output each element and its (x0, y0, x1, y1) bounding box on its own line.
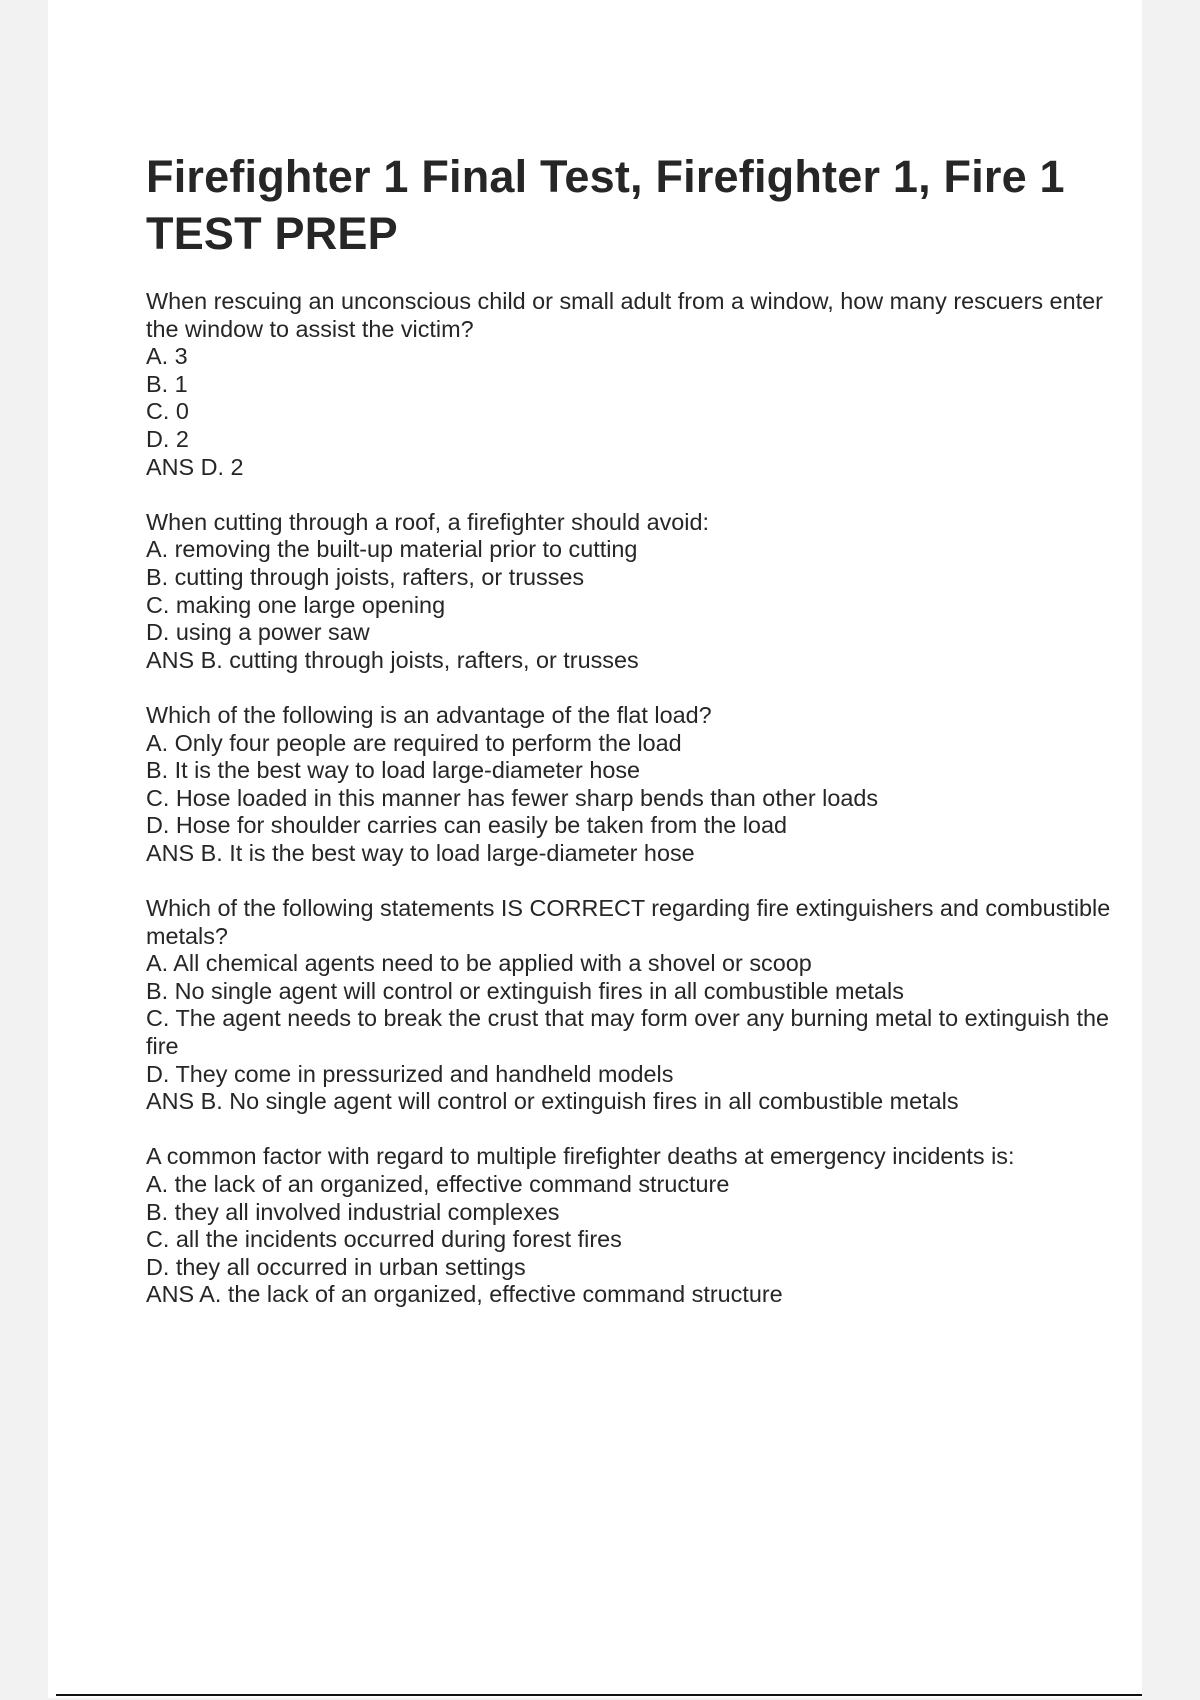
correct-answer: ANS B. No single agent will control or extinguish fires in all combustible metals (146, 1088, 959, 1115)
correct-answer: ANS B. It is the best way to load large-diameter hose (146, 839, 695, 866)
question-prompt: Which of the following is an advantage of the flat load? (146, 701, 712, 728)
answer-option: A. removing the built-up material prior to cutting (146, 536, 638, 563)
answer-option: A. Only four people are required to perform the load (146, 729, 682, 756)
answer-option: A. 3 (146, 343, 188, 370)
answer-option: C. The agent needs to break the crust that may form over any burning metal to extinguish the fire (146, 1005, 1110, 1060)
question-prompt: A common factor with regard to multiple firefighter deaths at emergency incidents is: (146, 1143, 1015, 1170)
question-prompt: When rescuing an unconscious child or small adult from a window, how many rescuers enter the window to assist the victim? (146, 288, 1103, 342)
answer-option: C. making one large opening (146, 591, 446, 618)
answer-option: B. It is the best way to load large-diameter hose (146, 757, 641, 784)
question-4 (146, 895, 1126, 1116)
answer-option: C. 0 (146, 398, 189, 425)
answer-option: B. they all involved industrial complexes (146, 1198, 560, 1225)
answer-option: B. No single agent will control or extinguish fires in all combustible metals (146, 977, 904, 1004)
answer-option: C. all the incidents occurred during forest fires (146, 1226, 622, 1253)
question-2 (146, 509, 1126, 675)
answer-option: D. Hose for shoulder carries can easily be taken from the load (146, 812, 787, 839)
correct-answer: ANS D. 2 (146, 453, 244, 480)
document-content (146, 148, 1126, 1337)
question-5 (146, 1143, 1126, 1309)
answer-option: D. 2 (146, 425, 189, 452)
question-prompt: Which of the following statements IS CORRECT regarding fire extinguishers and combustible metals? (146, 895, 1111, 949)
correct-answer: ANS A. the lack of an organized, effective command structure (146, 1281, 783, 1308)
document-page (48, 0, 1142, 1698)
question-3 (146, 702, 1126, 868)
page-bottom-divider (56, 1694, 1142, 1696)
answer-option: A. the lack of an organized, effective command structure (146, 1171, 730, 1197)
question-list (146, 288, 1126, 1309)
answer-option: D. they all occurred in urban settings (146, 1253, 526, 1280)
correct-answer: ANS B. cutting through joists, rafters, or trusses (146, 646, 639, 673)
question-prompt: When cutting through a roof, a firefighter should avoid: (146, 508, 710, 535)
question-1 (146, 288, 1126, 481)
answer-option: D. They come in pressurized and handheld models (146, 1060, 674, 1087)
answer-option: C. Hose loaded in this manner has fewer sharp bends than other loads (146, 784, 879, 811)
answer-option: A. All chemical agents need to be applied with a shovel or scoop (146, 950, 812, 977)
answer-option: B. 1 (146, 370, 188, 397)
document-title: Firefighter 1 Final Test, Firefighter 1, Fire 1 TEST PREP (146, 151, 1065, 259)
answer-option: B. cutting through joists, rafters, or trusses (146, 563, 585, 590)
answer-option: D. using a power saw (146, 619, 370, 646)
